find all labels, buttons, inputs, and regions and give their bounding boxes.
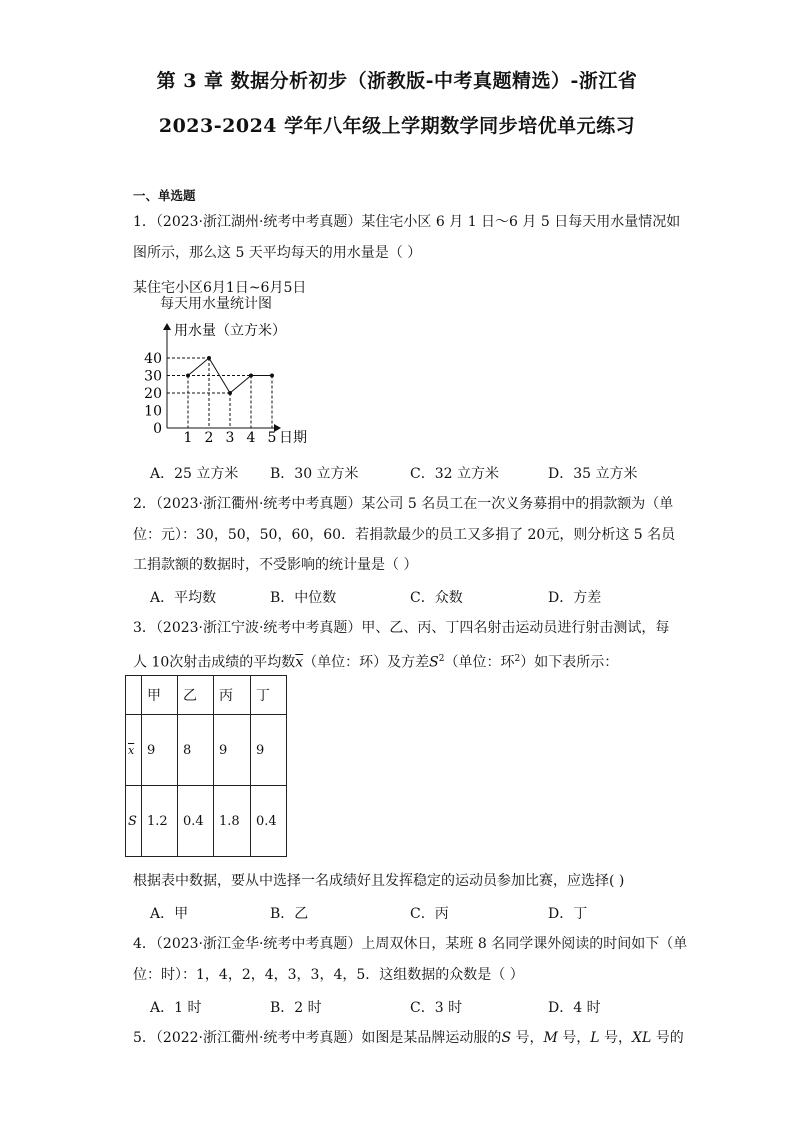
q1-option-b[interactable]: B．30 立方米 bbox=[270, 466, 359, 482]
row-label-variance: S bbox=[126, 786, 142, 857]
table-header: 乙 bbox=[178, 676, 214, 715]
table-header: 丁 bbox=[251, 676, 287, 715]
x-tick-label: 1 bbox=[183, 430, 193, 446]
q3-option-b[interactable]: B．乙 bbox=[270, 906, 309, 922]
y-axis-label: 用水量（立方米） bbox=[174, 323, 286, 339]
page-title-line1: 第 3 章 数据分析初步（浙教版-中考真题精选）-浙江省 bbox=[156, 70, 638, 92]
table-header: 甲 bbox=[142, 676, 178, 715]
athlete-table bbox=[125, 675, 287, 857]
q2-option-a[interactable]: A．平均数 bbox=[150, 590, 217, 606]
q1-option-a[interactable]: A．25 立方米 bbox=[150, 466, 239, 482]
y-tick-label: 0 bbox=[153, 421, 162, 437]
q1-option-c[interactable]: C．32 立方米 bbox=[410, 466, 499, 482]
q4-option-c[interactable]: C．3 时 bbox=[410, 1000, 463, 1016]
q2-line1: 2．（2023·浙江衢州·统考中考真题）某公司 5 名员工在一次义务募捐中的捐款额为（单 bbox=[133, 496, 674, 512]
chart-subtitle: 每天用水量统计图 bbox=[160, 296, 272, 312]
x-tick-label: 5 bbox=[267, 430, 277, 446]
q2-line2: 位：元）：30，50，50，60，60．若捐款最少的员工又多捐了 20元，则分析这 5 名员 bbox=[133, 527, 676, 543]
q4-line1: 4．（2023·浙江金华·统考中考真题）上周双休日，某班 8 名同学课外阅读的时间如下（单 bbox=[133, 936, 688, 952]
q3-option-c[interactable]: C．丙 bbox=[410, 906, 449, 922]
page-title-line2: 2023-2024 学年八年级上学期数学同步培优单元练习 bbox=[158, 115, 636, 137]
y-tick-label: 40 bbox=[144, 351, 162, 367]
y-tick-label: 10 bbox=[144, 403, 162, 420]
s-symbol: S bbox=[429, 654, 439, 671]
table-cell bbox=[126, 676, 142, 715]
x-tick-label: 2 bbox=[204, 430, 214, 446]
chart-title: 某住宅小区6月1日~6月5日 bbox=[133, 280, 307, 296]
table-row bbox=[126, 715, 287, 786]
q3-line1: 3．（2023·浙江宁波·统考中考真题）甲、乙、丙、丁四名射击运动员进行射击测试，每 bbox=[133, 620, 670, 636]
q1-line2: 图所示，那么这 5 天平均每天的用水量是（ ） bbox=[133, 245, 422, 261]
q4-option-a[interactable]: A．1 时 bbox=[150, 1000, 202, 1016]
table-cell: 0.4 bbox=[178, 786, 214, 857]
q5-line1: 5．（2022·浙江衢州·统考中考真题）如图是某品牌运动服的S 号，M 号，L 号，XL 号的 bbox=[133, 1030, 684, 1046]
data-point bbox=[186, 374, 190, 378]
y-tick-label: 30 bbox=[144, 368, 162, 385]
table-cell: 1.2 bbox=[142, 786, 178, 857]
data-point bbox=[270, 374, 274, 378]
q3-option-a[interactable]: A．甲 bbox=[150, 906, 189, 922]
section-heading: 一、单选题 bbox=[133, 188, 196, 203]
q3-option-d[interactable]: D．丁 bbox=[548, 906, 588, 922]
data-point bbox=[228, 391, 232, 395]
table-cell: 9 bbox=[251, 715, 287, 786]
x-axis-label: 日期 bbox=[279, 430, 307, 446]
q2-line3: 工捐款额的数据时，不受影响的统计量是（ ） bbox=[133, 557, 418, 573]
table-row bbox=[126, 786, 287, 857]
table-cell: 9 bbox=[142, 715, 178, 786]
q4-option-d[interactable]: D．4 时 bbox=[548, 1000, 601, 1016]
xbar-symbol: $\overline{x}$ bbox=[295, 654, 304, 671]
row-label-mean: $\overline{x}$ bbox=[126, 715, 142, 786]
data-point bbox=[249, 374, 253, 378]
table-cell: 0.4 bbox=[251, 786, 287, 857]
q2-option-b[interactable]: B．中位数 bbox=[270, 590, 337, 606]
data-point bbox=[207, 356, 211, 360]
water-usage-chart bbox=[140, 318, 340, 448]
q3-line3: 根据表中数据，要从中选择一名成绩好且发挥稳定的运动员参加比赛，应选择( ) bbox=[133, 873, 625, 889]
q4-line2: 位：时）：1，4，2，4，3，3，4，5．这组数据的众数是（ ） bbox=[133, 967, 524, 983]
table-cell: 8 bbox=[178, 715, 214, 786]
x-tick-label: 3 bbox=[225, 430, 235, 446]
q2-option-c[interactable]: C．众数 bbox=[410, 590, 463, 606]
q4-option-b[interactable]: B．2 时 bbox=[270, 1000, 322, 1016]
q1-line1: 1．（2023·浙江湖州·统考中考真题）某住宅小区 6 月 1 日～6 月 5 日每天用水量情况如 bbox=[133, 214, 681, 230]
table-cell: 1.8 bbox=[214, 786, 251, 857]
table-cell: 9 bbox=[214, 715, 251, 786]
table-row bbox=[126, 676, 287, 715]
q1-option-d[interactable]: D．35 立方米 bbox=[548, 466, 638, 482]
x-tick-label: 4 bbox=[246, 430, 256, 446]
y-tick-label: 20 bbox=[144, 386, 162, 402]
table-header: 丙 bbox=[214, 676, 251, 715]
q3-line2: 人 10次射击成绩的平均数$\overline{x}$（单位：环）及方差$S^2$（单位：环$^2$）如下表所示： bbox=[133, 654, 619, 671]
q2-option-d[interactable]: D．方差 bbox=[548, 590, 602, 606]
